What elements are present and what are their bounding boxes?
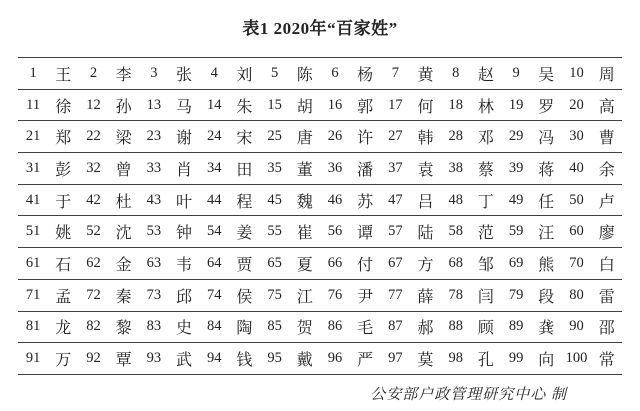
rank-cell: 29: [508, 128, 524, 145]
surname-cell: 沈: [115, 225, 132, 243]
rank-cell: 25: [267, 128, 282, 145]
surname-cell: 邱: [176, 288, 193, 306]
rank-cell: 16: [327, 96, 343, 113]
rank-cell: 14: [206, 96, 222, 113]
surname-cell: 方: [417, 256, 434, 274]
surname-cell: 闫: [477, 288, 494, 306]
rank-cell: 37: [388, 159, 403, 176]
surname-cell: 卢: [598, 193, 615, 211]
surname-cell: 姜: [236, 225, 253, 243]
surname-cell: 熊: [538, 256, 555, 274]
rank-cell: 24: [206, 128, 222, 145]
rank-cell: 56: [327, 223, 343, 240]
surname-table: [18, 57, 622, 375]
surname-cell: 万: [55, 352, 72, 370]
rank-cell: 18: [448, 96, 463, 113]
rank-cell: 33: [146, 159, 162, 176]
surname-cell: 龚: [538, 320, 555, 338]
table-row: [18, 184, 622, 216]
surname-cell: 薛: [417, 288, 434, 306]
table-row: [18, 89, 622, 121]
surname-cell: 赵: [477, 66, 494, 84]
rank-cell: 17: [388, 96, 403, 113]
surname-cell: 宋: [236, 130, 253, 148]
surname-cell: 向: [538, 352, 555, 370]
surname-cell: 孟: [55, 288, 72, 306]
surname-cell: 陈: [296, 66, 313, 84]
rank-cell: 4: [210, 64, 218, 81]
rank-cell: 26: [327, 128, 343, 145]
rank-cell: 99: [508, 350, 524, 367]
surname-cell: 邹: [477, 256, 494, 274]
rank-cell: 55: [267, 223, 282, 240]
rank-cell: 10: [569, 64, 584, 81]
table-row: [18, 121, 622, 153]
surname-cell: 胡: [296, 98, 313, 116]
surname-cell: 钱: [236, 352, 253, 370]
rank-cell: 91: [25, 350, 41, 367]
surname-cell: 冯: [538, 130, 555, 148]
rank-cell: 52: [86, 223, 101, 240]
rank-cell: 31: [25, 159, 41, 176]
table-row: [18, 279, 622, 311]
surname-cell: 曾: [115, 161, 132, 179]
surname-cell: 朱: [236, 98, 253, 116]
rank-cell: 76: [327, 286, 343, 303]
surname-cell: 邓: [477, 130, 494, 148]
surname-cell: 苏: [357, 193, 374, 211]
rank-cell: 89: [508, 318, 524, 335]
surname-cell: 戴: [296, 352, 313, 370]
surname-cell: 杨: [357, 66, 374, 84]
rank-cell: 90: [569, 318, 584, 335]
surname-cell: 蔡: [477, 161, 494, 179]
rank-cell: 3: [150, 64, 158, 81]
table-row: [18, 216, 622, 248]
rank-cell: 64: [206, 254, 222, 271]
surname-cell: 孔: [477, 352, 494, 370]
surname-cell: 梁: [115, 130, 132, 148]
rank-cell: 98: [448, 350, 463, 367]
surname-cell: 钟: [176, 225, 193, 243]
rank-cell: 70: [569, 254, 584, 271]
rank-cell: 62: [86, 254, 101, 271]
rank-cell: 49: [508, 191, 524, 208]
rank-cell: 80: [569, 286, 584, 303]
rank-cell: 51: [25, 223, 41, 240]
surname-cell: 崔: [296, 225, 313, 243]
rank-cell: 28: [448, 128, 463, 145]
surname-cell: 吴: [538, 66, 555, 84]
surname-cell: 叶: [176, 193, 193, 211]
surname-cell: 何: [417, 98, 434, 116]
rank-cell: 67: [388, 254, 403, 271]
rank-cell: 8: [452, 64, 460, 81]
rank-cell: 12: [86, 96, 101, 113]
rank-cell: 27: [388, 128, 403, 145]
rank-cell: 97: [388, 350, 403, 367]
rank-cell: 32: [86, 159, 101, 176]
rank-cell: 41: [25, 191, 41, 208]
surname-cell: 徐: [55, 98, 72, 116]
surname-cell: 韦: [176, 256, 193, 274]
surname-cell: 袁: [417, 161, 434, 179]
rank-cell: 73: [146, 286, 162, 303]
rank-cell: 100: [565, 350, 588, 367]
surname-cell: 石: [55, 256, 72, 274]
surname-cell: 黄: [417, 66, 434, 84]
rank-cell: 15: [267, 96, 282, 113]
rank-cell: 50: [569, 191, 584, 208]
rank-cell: 78: [448, 286, 463, 303]
surname-cell: 丁: [477, 193, 494, 211]
rank-cell: 57: [388, 223, 403, 240]
rank-cell: 88: [448, 318, 463, 335]
rank-cell: 61: [25, 254, 41, 271]
surname-cell: 郭: [357, 98, 374, 116]
footer-credit: 公安部户政管理研究中心 制: [370, 386, 567, 403]
surname-cell: 曹: [598, 130, 615, 148]
table-row: [18, 58, 622, 90]
surname-cell: 肖: [176, 161, 193, 179]
rank-cell: 85: [267, 318, 282, 335]
surname-cell: 毛: [357, 320, 374, 338]
surname-cell: 付: [357, 256, 374, 274]
rank-cell: 2: [89, 64, 98, 81]
surname-cell: 谭: [357, 225, 374, 243]
rank-cell: 74: [206, 286, 222, 303]
rank-cell: 72: [86, 286, 101, 303]
rank-cell: 38: [448, 159, 463, 176]
surname-cell: 于: [55, 193, 72, 211]
surname-cell: 邵: [598, 320, 615, 338]
rank-cell: 79: [508, 286, 524, 303]
rank-cell: 46: [327, 191, 343, 208]
rank-cell: 94: [206, 350, 222, 367]
surname-cell: 韩: [417, 130, 434, 148]
rank-cell: 95: [267, 350, 282, 367]
rank-cell: 93: [146, 350, 162, 367]
rank-cell: 71: [25, 286, 41, 303]
surname-cell: 程: [236, 193, 253, 211]
surname-cell: 彭: [55, 161, 72, 179]
rank-cell: 40: [569, 159, 584, 176]
rank-cell: 21: [25, 128, 41, 145]
rank-cell: 60: [569, 223, 584, 240]
surname-cell: 周: [598, 66, 615, 84]
table-row: [18, 153, 622, 185]
rank-cell: 1: [29, 64, 37, 81]
rank-cell: 44: [206, 191, 222, 208]
rank-cell: 39: [508, 159, 524, 176]
surname-cell: 夏: [296, 256, 313, 274]
surname-cell: 范: [477, 225, 494, 243]
surname-cell: 罗: [538, 98, 555, 116]
surname-cell: 孙: [115, 98, 132, 116]
rank-cell: 81: [25, 318, 41, 335]
surname-cell: 唐: [296, 130, 313, 148]
rank-cell: 48: [448, 191, 463, 208]
surname-cell: 王: [55, 66, 72, 84]
page-title: 表1 2020年“百家姓”: [242, 19, 398, 38]
table-row: [18, 311, 622, 343]
rank-cell: 36: [327, 159, 343, 176]
surname-cell: 余: [598, 161, 615, 179]
rank-cell: 9: [512, 64, 520, 81]
rank-cell: 87: [388, 318, 403, 335]
surname-cell: 吕: [417, 193, 434, 211]
surname-cell: 贺: [296, 320, 313, 338]
rank-cell: 66: [327, 254, 343, 271]
surname-cell: 汪: [538, 225, 555, 243]
surname-cell: 史: [176, 320, 193, 338]
surname-cell: 高: [598, 98, 615, 116]
surname-cell: 潘: [357, 161, 374, 179]
table-body: [18, 58, 622, 375]
rank-cell: 11: [26, 96, 41, 113]
surname-cell: 严: [357, 352, 374, 370]
rank-cell: 77: [388, 286, 403, 303]
rank-cell: 58: [448, 223, 463, 240]
rank-cell: 68: [448, 254, 463, 271]
surname-cell: 雷: [598, 288, 615, 306]
rank-cell: 43: [146, 191, 162, 208]
rank-cell: 23: [146, 128, 162, 145]
surname-cell: 覃: [115, 352, 132, 370]
surname-cell: 廖: [598, 225, 615, 243]
surname-cell: 刘: [236, 66, 253, 84]
surname-cell: 董: [296, 161, 313, 179]
surname-cell: 白: [598, 256, 615, 274]
rank-cell: 54: [206, 223, 222, 240]
rank-cell: 83: [146, 318, 162, 335]
rank-cell: 82: [86, 318, 101, 335]
rank-cell: 7: [391, 64, 399, 81]
surname-cell: 尹: [357, 288, 374, 306]
surname-cell: 侯: [236, 288, 253, 306]
surname-cell: 杜: [115, 193, 132, 211]
surname-cell: 江: [296, 288, 313, 306]
rank-cell: 34: [206, 159, 222, 176]
rank-cell: 47: [388, 191, 403, 208]
surname-cell: 陆: [417, 225, 434, 243]
rank-cell: 86: [327, 318, 343, 335]
surname-cell: 田: [236, 161, 253, 179]
rank-cell: 59: [508, 223, 524, 240]
surname-cell: 常: [598, 352, 615, 370]
rank-cell: 5: [270, 64, 279, 81]
surname-cell: 顾: [477, 320, 494, 338]
rank-cell: 35: [267, 159, 282, 176]
surname-cell: 蒋: [538, 161, 555, 179]
surname-cell: 李: [115, 66, 132, 84]
rank-cell: 65: [267, 254, 282, 271]
surname-cell: 段: [538, 288, 555, 306]
rank-cell: 30: [569, 128, 584, 145]
table-row: [18, 248, 622, 280]
surname-cell: 任: [538, 193, 555, 211]
surname-cell: 张: [176, 66, 193, 84]
surname-cell: 武: [176, 352, 193, 370]
surname-cell: 许: [357, 130, 374, 148]
rank-cell: 69: [508, 254, 524, 271]
surname-cell: 贾: [236, 256, 253, 274]
rank-cell: 96: [327, 350, 343, 367]
table-row: [18, 343, 622, 375]
surname-cell: 莫: [417, 352, 434, 370]
surname-cell: 龙: [55, 320, 72, 338]
surname-cell: 郑: [55, 130, 72, 148]
rank-cell: 42: [86, 191, 101, 208]
rank-cell: 63: [146, 254, 162, 271]
rank-cell: 19: [508, 96, 524, 113]
surname-cell: 陶: [236, 320, 253, 338]
rank-cell: 84: [206, 318, 222, 335]
surname-cell: 黎: [115, 320, 132, 338]
surname-cell: 郝: [417, 320, 434, 338]
surname-cell: 姚: [55, 225, 72, 243]
rank-cell: 92: [86, 350, 101, 367]
rank-cell: 13: [146, 96, 162, 113]
rank-cell: 45: [267, 191, 282, 208]
rank-cell: 75: [267, 286, 282, 303]
rank-cell: 6: [331, 64, 339, 81]
rank-cell: 53: [146, 223, 162, 240]
surname-cell: 魏: [296, 193, 313, 211]
surname-cell: 秦: [115, 288, 132, 306]
surname-cell: 金: [115, 256, 132, 274]
surname-cell: 马: [176, 98, 193, 116]
surname-cell: 林: [477, 98, 494, 116]
rank-cell: 20: [569, 96, 584, 113]
surname-cell: 谢: [176, 130, 193, 148]
rank-cell: 22: [86, 128, 101, 145]
